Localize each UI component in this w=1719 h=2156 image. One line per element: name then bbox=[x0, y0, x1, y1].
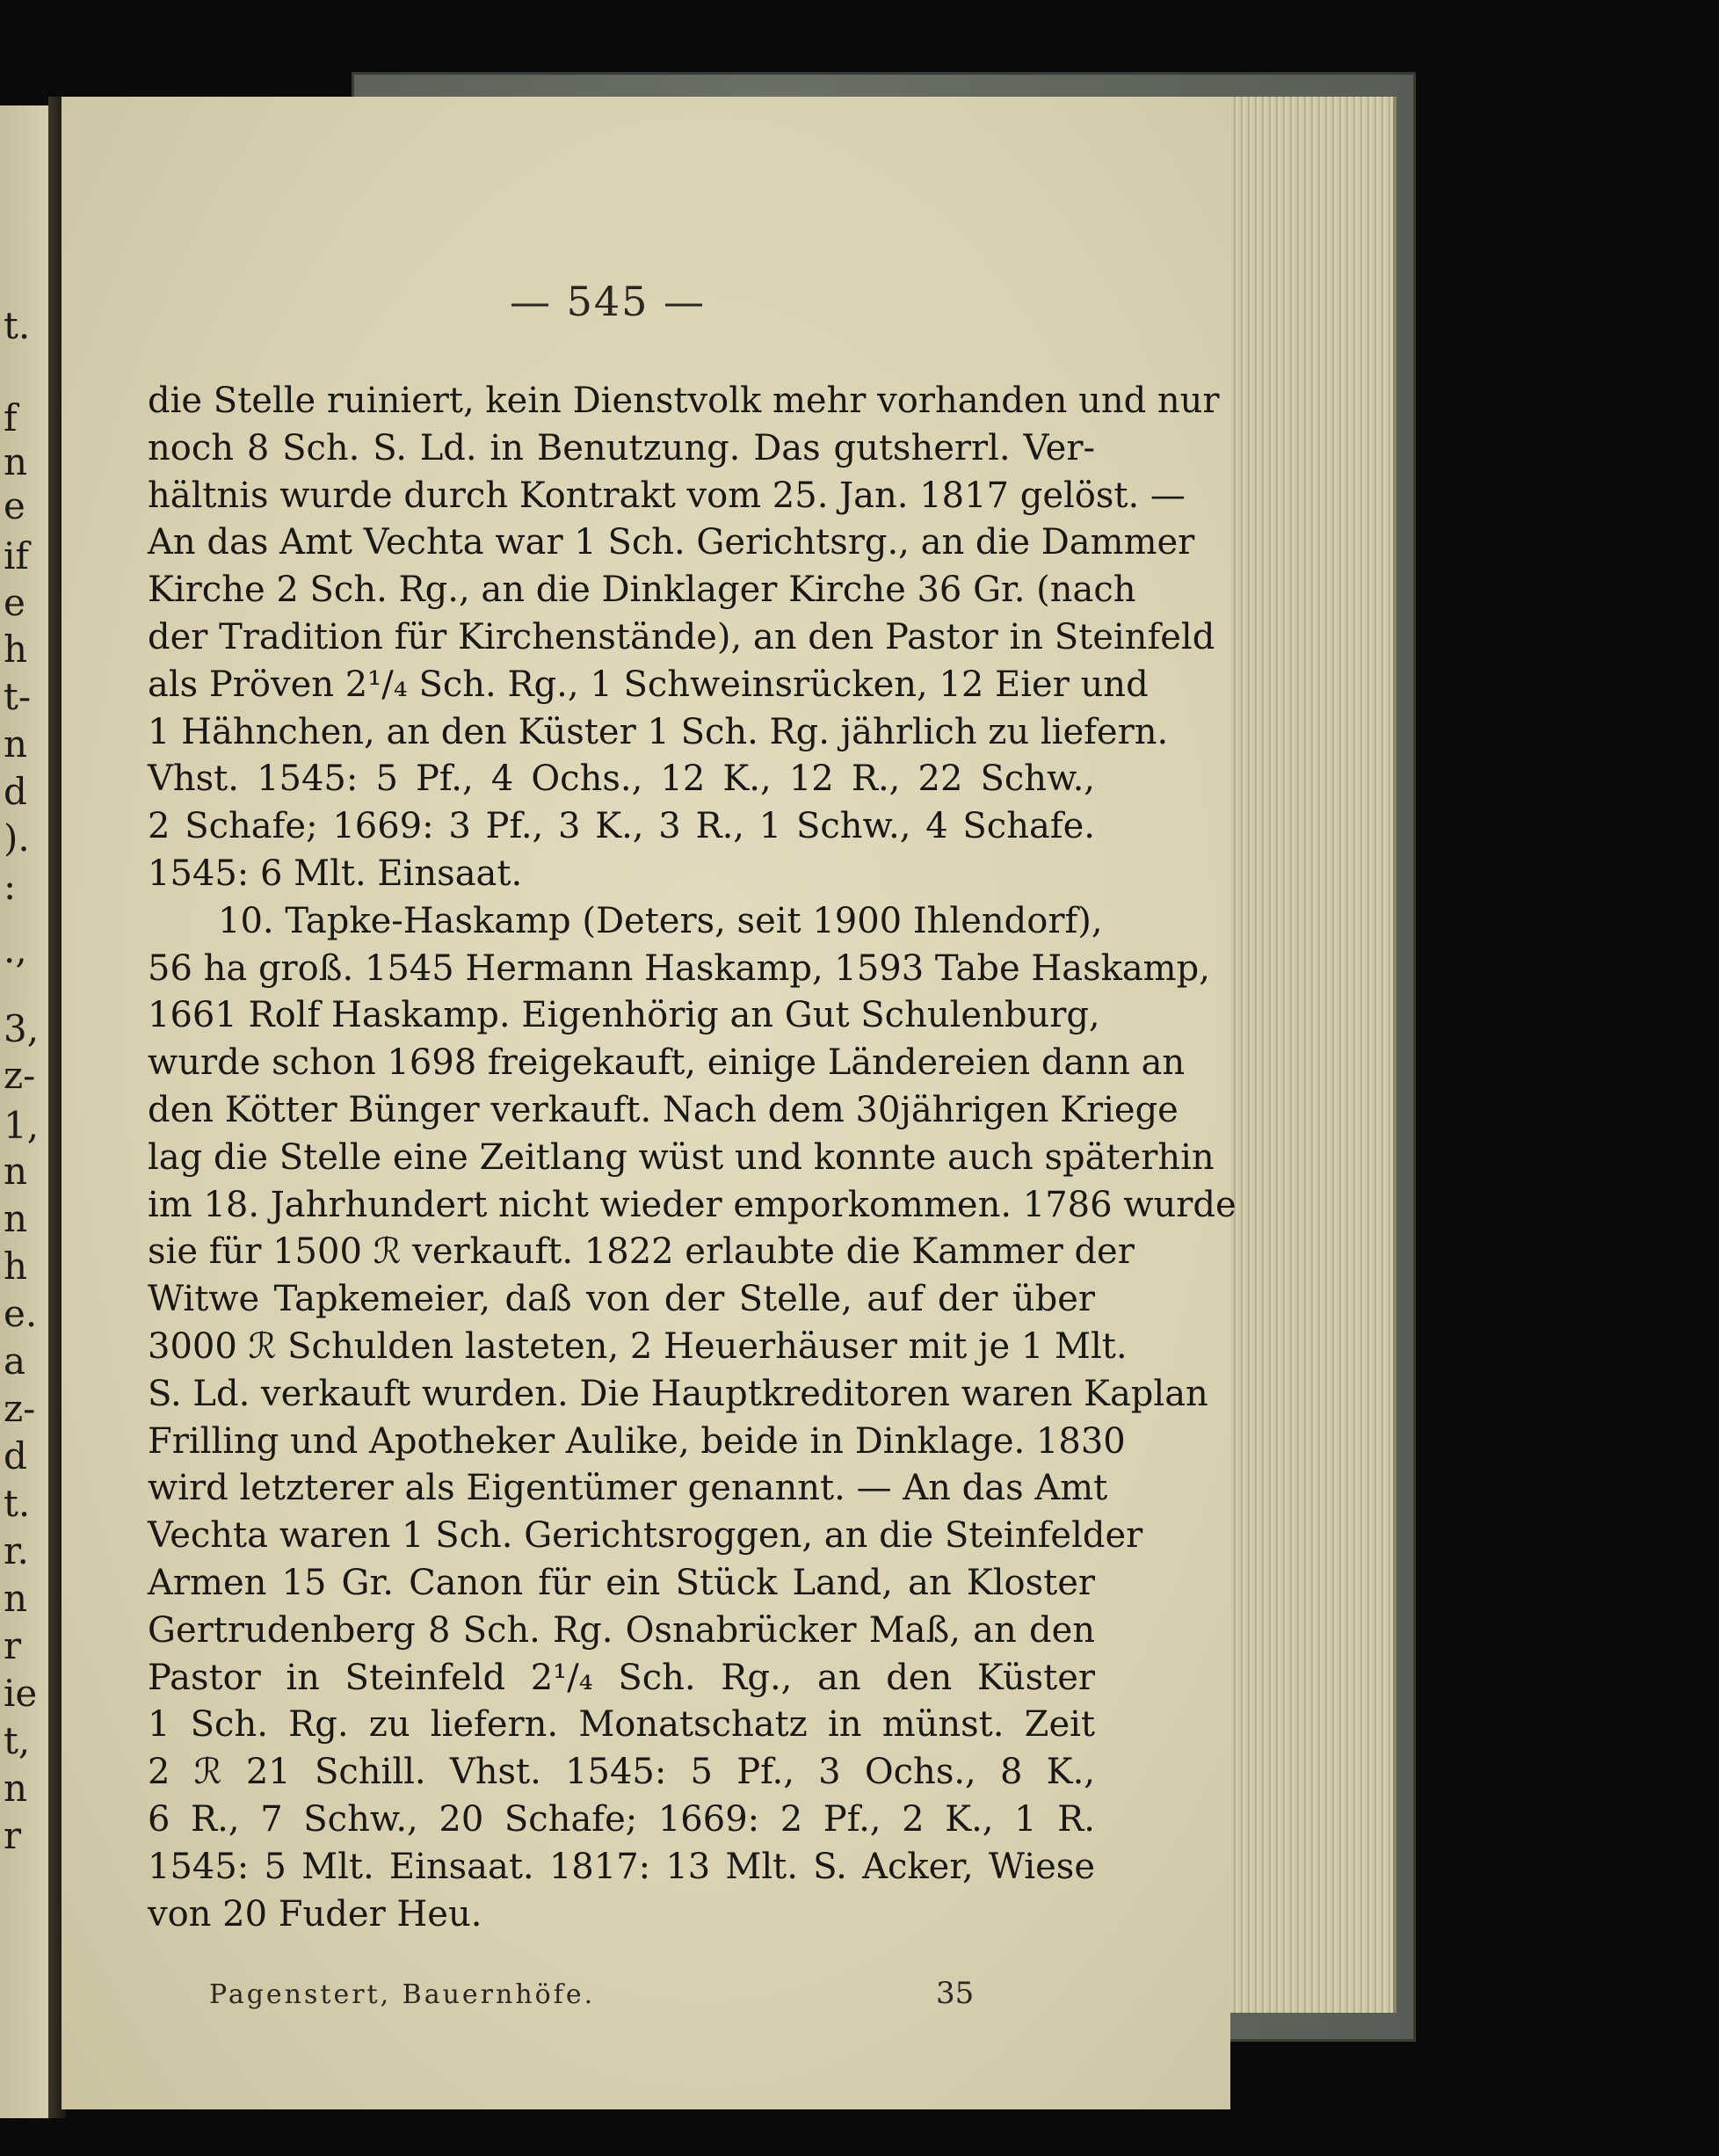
margin-fragment: : bbox=[4, 865, 17, 908]
margin-fragment: d bbox=[4, 770, 27, 813]
text-line: 1545: 6 Mlt. Einsaat. bbox=[148, 853, 523, 894]
margin-fragment: n bbox=[4, 1197, 28, 1240]
margin-fragment: n bbox=[4, 722, 28, 766]
margin-fragment: d bbox=[4, 1434, 27, 1477]
margin-fragment: e bbox=[4, 581, 25, 624]
text-line: lag die Stelle eine Zeitlang wüst und konnte auch späterhin bbox=[148, 1136, 1215, 1178]
margin-fragment: r. bbox=[4, 1529, 29, 1572]
text-line: wurde schon 1698 freigekauft, einige Ländereien dann an bbox=[148, 1042, 1186, 1084]
text-line: hältnis wurde durch Kontrakt vom 25. Jan. 1817 gelöst. — bbox=[148, 475, 1186, 516]
page-header: — 545 — bbox=[510, 278, 707, 325]
margin-fragment: r bbox=[4, 1624, 22, 1667]
right-page bbox=[62, 97, 1237, 2109]
text-line: noch 8 Sch. S. Ld. in Benutzung. Das gutsherrl. Ver- bbox=[148, 427, 1095, 468]
margin-fragment: r bbox=[4, 1814, 22, 1857]
margin-fragment: n bbox=[4, 1767, 28, 1810]
text-line: 10. Tapke-Haskamp (Deters, seit 1900 Ihlendorf), bbox=[218, 900, 1103, 941]
margin-fragment: z- bbox=[4, 1387, 36, 1430]
footer-signature: Pagenstert, Bauernhöfe. bbox=[209, 1979, 596, 2010]
text-line: 1545: 5 Mlt. Einsaat. 1817: 13 Mlt. S. Acker, Wiese bbox=[148, 1846, 1095, 1887]
text-line: als Pröven 2¹/₄ Sch. Rg., 1 Schweinsrücken, 12 Eier und bbox=[148, 664, 1149, 705]
text-line: den Kötter Bünger verkauft. Nach dem 30jährigen Kriege bbox=[148, 1089, 1179, 1130]
text-line: die Stelle ruiniert, kein Dienstvolk mehr vorhanden und nur bbox=[148, 381, 1220, 421]
text-line: 1 Hähnchen, an den Küster 1 Sch. Rg. jährlich zu liefern. bbox=[148, 711, 1169, 752]
text-line: Gertrudenberg 8 Sch. Rg. Osnabrücker Maß, an den bbox=[148, 1609, 1095, 1651]
margin-fragment: t, bbox=[4, 1719, 31, 1762]
text-line: 1661 Rolf Haskamp. Eigenhörig an Gut Schulenburg, bbox=[148, 995, 1100, 1036]
margin-fragment: z- bbox=[4, 1054, 36, 1097]
text-line: im 18. Jahrhundert nicht wieder emporkommen. 1786 wurde bbox=[148, 1184, 1237, 1225]
text-line: S. Ld. verkauft wurden. Die Hauptkreditoren waren Kaplan bbox=[148, 1373, 1208, 1414]
text-line: von 20 Fuder Heu. bbox=[148, 1893, 482, 1935]
text-line: wird letzterer als Eigentümer genannt. — An das Amt bbox=[148, 1468, 1108, 1509]
margin-fragment: n bbox=[4, 1150, 28, 1193]
margin-fragment: t- bbox=[4, 675, 32, 718]
text-line: der Tradition für Kirchenstände), an den Pastor in Steinfeld bbox=[148, 616, 1215, 657]
page-edges bbox=[1217, 97, 1396, 2013]
margin-fragment: ie bbox=[4, 1672, 38, 1715]
body-text bbox=[148, 378, 1237, 1938]
margin-fragment: t. bbox=[4, 1482, 31, 1525]
margin-fragment: 1, bbox=[4, 1104, 40, 1147]
margin-fragment: t. bbox=[4, 304, 31, 347]
margin-fragment: 3, bbox=[4, 1007, 40, 1050]
text-line: 2 ℛ 21 Schill. Vhst. 1545: 5 Pf., 3 Ochs., 8 K., bbox=[148, 1752, 1095, 1793]
margin-fragment: h bbox=[4, 628, 28, 671]
margin-fragment: if bbox=[4, 534, 29, 577]
margin-fragment: h bbox=[4, 1245, 28, 1288]
text-line: Witwe Tapkemeier, daß von der Stelle, auf der über bbox=[148, 1279, 1095, 1320]
margin-fragment: a bbox=[4, 1339, 26, 1383]
text-line: An das Amt Vechta war 1 Sch. Gerichtsrg., an die Dammer bbox=[148, 522, 1195, 563]
text-line: 1 Sch. Rg. zu liefern. Monatschatz in münst. Zeit bbox=[148, 1704, 1095, 1746]
text-line: Vhst. 1545: 5 Pf., 4 Ochs., 12 K., 12 R., 22 Schw., bbox=[148, 759, 1095, 800]
text-line: Frilling und Apotheker Aulike, beide in Dinklage. 1830 bbox=[148, 1420, 1126, 1462]
text-line: sie für 1500 ℛ verkauft. 1822 erlaubte die Kammer der bbox=[148, 1231, 1135, 1273]
text-line: 56 ha groß. 1545 Hermann Haskamp, 1593 Tabe Haskamp, bbox=[148, 947, 1210, 989]
margin-fragment: n bbox=[4, 440, 28, 483]
text-line: 6 R., 7 Schw., 20 Schafe; 1669: 2 Pf., 2 K., 1 R. bbox=[148, 1798, 1095, 1840]
margin-fragment: n bbox=[4, 1577, 28, 1620]
margin-fragment: e. bbox=[4, 1292, 38, 1335]
margin-fragment: ). bbox=[4, 817, 30, 860]
text-line: 3000 ℛ Schulden lasteten, 2 Heuerhäuser mit je 1 Mlt. bbox=[148, 1325, 1128, 1367]
margin-fragment: ., bbox=[4, 928, 27, 971]
text-line: Kirche 2 Sch. Rg., an die Dinklager Kirche 36 Gr. (nach bbox=[148, 570, 1136, 611]
text-line: 2 Schafe; 1669: 3 Pf., 3 K., 3 R., 1 Schw., 4 Schafe. bbox=[148, 806, 1095, 847]
footer-sheet-number: 35 bbox=[936, 1976, 975, 2011]
margin-fragment: f bbox=[4, 396, 18, 439]
text-line: Pastor in Steinfeld 2¹/₄ Sch. Rg., an den Küster bbox=[148, 1657, 1095, 1698]
text-line: Armen 15 Gr. Canon für ein Stück Land, an Kloster bbox=[148, 1562, 1095, 1603]
text-line: Vechta waren 1 Sch. Gerichtsroggen, an die Steinfelder bbox=[148, 1515, 1143, 1557]
margin-fragment: e bbox=[4, 484, 25, 527]
